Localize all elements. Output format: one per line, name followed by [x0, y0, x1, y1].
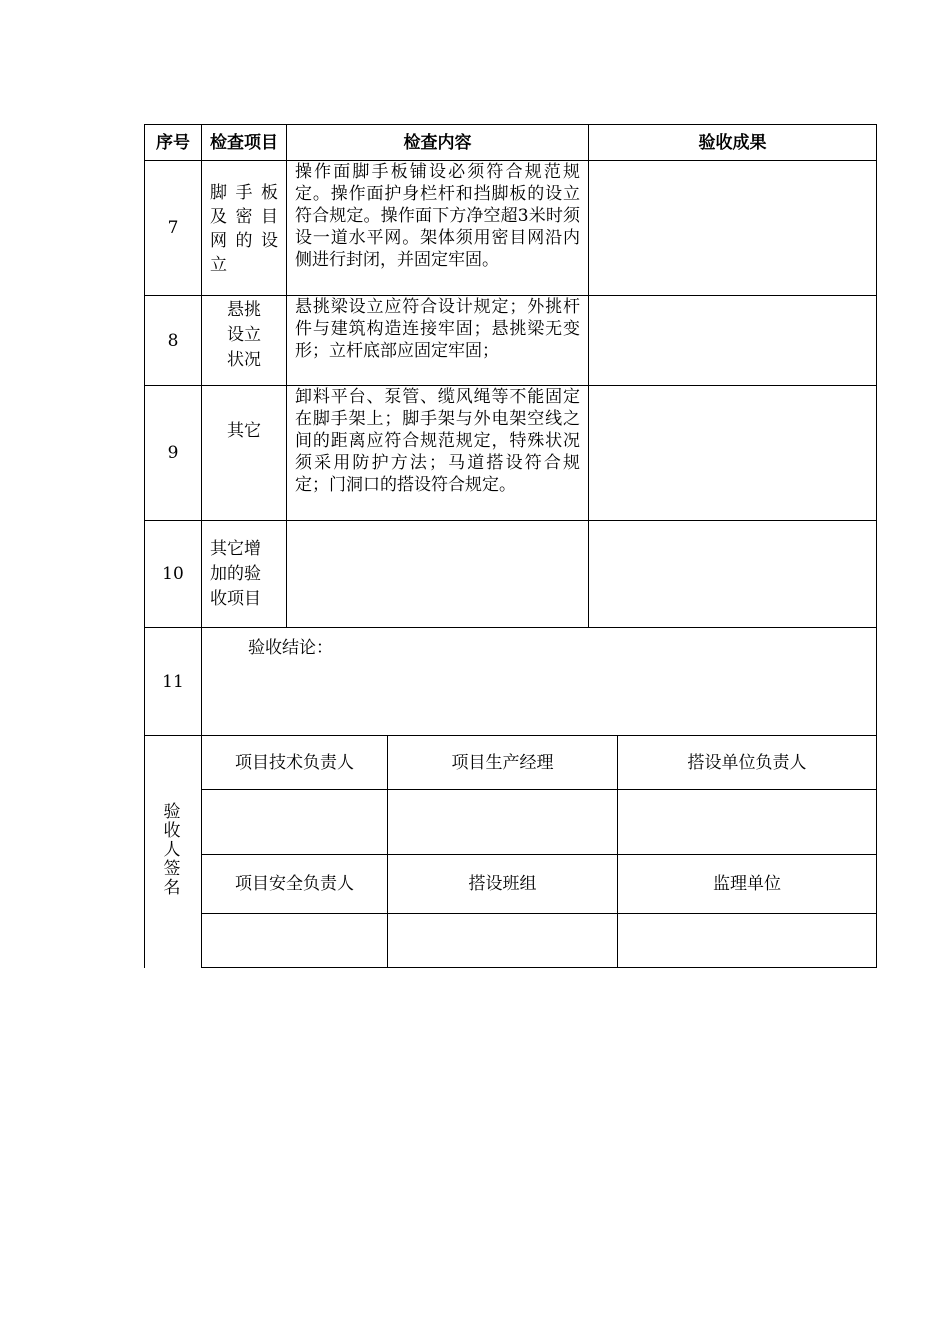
header-result: 验收成果: [698, 132, 767, 153]
row-item: 其它: [227, 421, 261, 441]
header-content: 检查内容: [403, 132, 472, 153]
role-tech-lead: 项目技术负责人: [235, 752, 354, 773]
role-production-manager: 项目生产经理: [451, 752, 554, 773]
row-content: 操作面脚手板铺设必须符合规范规定。操作面护身栏杆和挡脚板的设立符合规定。操作面下方净空超3米时须设一道水平网。架体须用密目网沿内侧进行封闭，并固定牢固。: [295, 162, 580, 270]
row-no: 8: [167, 330, 179, 351]
header-no: 序号: [156, 132, 190, 153]
row-item: 脚手板 及密目 网的设 立: [210, 183, 278, 275]
conclusion-label: 验收结论：: [248, 638, 333, 658]
row-no: 7: [167, 218, 179, 238]
role-erection-team: 搭设班组: [468, 874, 537, 894]
row-item: 其它增 加的验 收项目: [210, 539, 261, 609]
row-content: 卸料平台、泵管、缆风绳等不能固定在脚手架上；脚手架与外电架空线之间的距离应符合规范规定，特殊状况须采用防护方法；马道搭设符合规定；门洞口的搭设符合规定。: [295, 387, 580, 495]
row-no: 10: [162, 564, 184, 584]
row-content: 悬挑梁设立应符合设计规定；外挑杆件与建筑构造连接牢固；悬挑梁无变形；立杆底部应固定牢固；: [295, 297, 580, 361]
role-erection-unit-lead: 搭设单位负责人: [687, 752, 807, 773]
row-no: 11: [162, 671, 184, 692]
row-no: 9: [167, 443, 179, 463]
role-safety-lead: 项目安全负责人: [235, 874, 354, 894]
signature-label: 验收人签名: [163, 802, 181, 898]
role-supervision-unit: 监理单位: [713, 874, 781, 894]
header-item: 检查项目: [210, 132, 278, 153]
row-item: 悬挑 设立 状况: [227, 300, 261, 370]
